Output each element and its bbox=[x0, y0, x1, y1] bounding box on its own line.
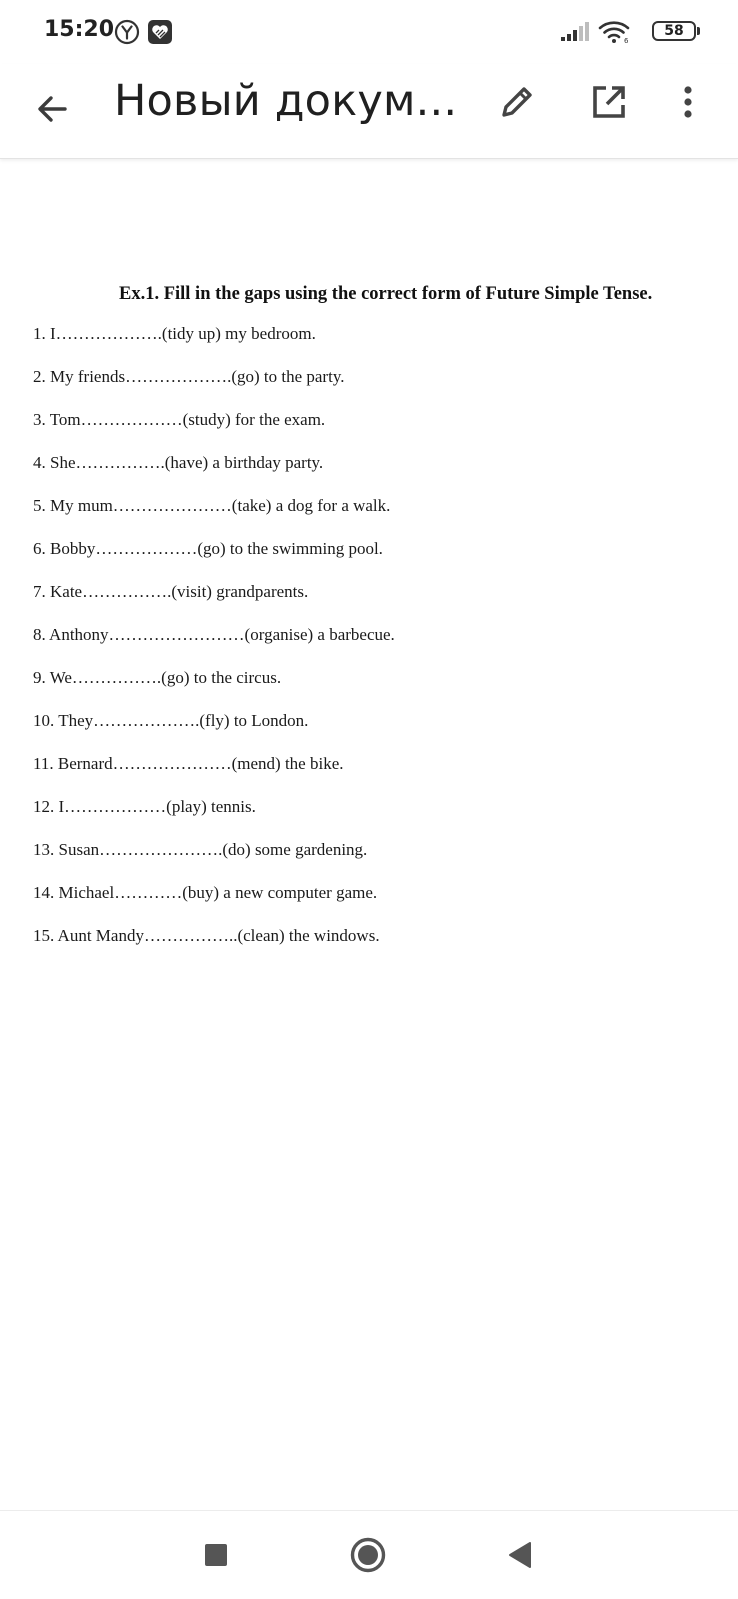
exercise-item: 13. Susan………………….(do) some gardening. bbox=[33, 840, 368, 859]
battery-indicator: 58 bbox=[652, 21, 696, 41]
svg-text:6: 6 bbox=[624, 37, 629, 44]
wifi-icon bbox=[598, 20, 632, 48]
open-external-button[interactable] bbox=[583, 76, 635, 128]
exercise-item: 10. They……………….(fly) to London. bbox=[33, 711, 309, 730]
exercise-item: 5. My mum…………………(take) a dog for a walk. bbox=[33, 496, 391, 515]
more-vert-icon bbox=[682, 84, 694, 120]
pencil-icon bbox=[498, 83, 536, 121]
back-button[interactable] bbox=[26, 83, 78, 135]
exercise-item: 15. Aunt Mandy……………..(clean) the windows. bbox=[33, 926, 380, 945]
navigation-bar bbox=[0, 1510, 738, 1599]
recents-button[interactable] bbox=[194, 1533, 238, 1577]
exercise-list bbox=[33, 324, 395, 969]
app-bar bbox=[0, 64, 738, 159]
exercise-item: 14. Michael…………(buy) a new computer game. bbox=[33, 883, 378, 902]
system-back-button[interactable] bbox=[498, 1533, 542, 1577]
exercise-item: 9. We…………….(go) to the circus. bbox=[33, 668, 282, 687]
more-options-button[interactable] bbox=[670, 76, 706, 128]
home-button[interactable] bbox=[346, 1533, 390, 1577]
yandex-icon bbox=[114, 19, 140, 49]
heart-app-icon bbox=[147, 19, 173, 49]
status-bar bbox=[0, 0, 738, 64]
back-arrow-icon bbox=[35, 92, 69, 126]
document-title: Новый докум... bbox=[114, 76, 458, 126]
triangle-back-icon bbox=[506, 1541, 534, 1569]
exercise-item: 6. Bobby………………(go) to the swimming pool. bbox=[33, 539, 383, 558]
exercise-item: 2. My friends……………….(go) to the party. bbox=[33, 367, 345, 386]
exercise-heading: Ex.1. Fill in the gaps using the correct form of Future Simple Tense. bbox=[119, 284, 653, 304]
exercise-item: 11. Bernard…………………(mend) the bike. bbox=[33, 754, 344, 773]
exercise-item: 4. She…………….(have) a birthday party. bbox=[33, 453, 324, 472]
exercise-item: 8. Anthony……………………(organise) a barbecue. bbox=[33, 625, 395, 644]
open-in-new-icon bbox=[590, 83, 628, 121]
exercise-item: 1. I……………….(tidy up) my bedroom. bbox=[33, 324, 316, 343]
exercise-item: 3. Tom………………(study) for the exam. bbox=[33, 410, 326, 429]
square-icon bbox=[204, 1543, 228, 1567]
cell-signal-icon bbox=[560, 22, 590, 46]
circle-icon bbox=[349, 1536, 387, 1574]
exercise-item: 12. I………………(play) tennis. bbox=[33, 797, 256, 816]
edit-button[interactable] bbox=[491, 76, 543, 128]
exercise-item: 7. Kate…………….(visit) grandparents. bbox=[33, 582, 309, 601]
status-time: 15:20 bbox=[44, 17, 115, 42]
